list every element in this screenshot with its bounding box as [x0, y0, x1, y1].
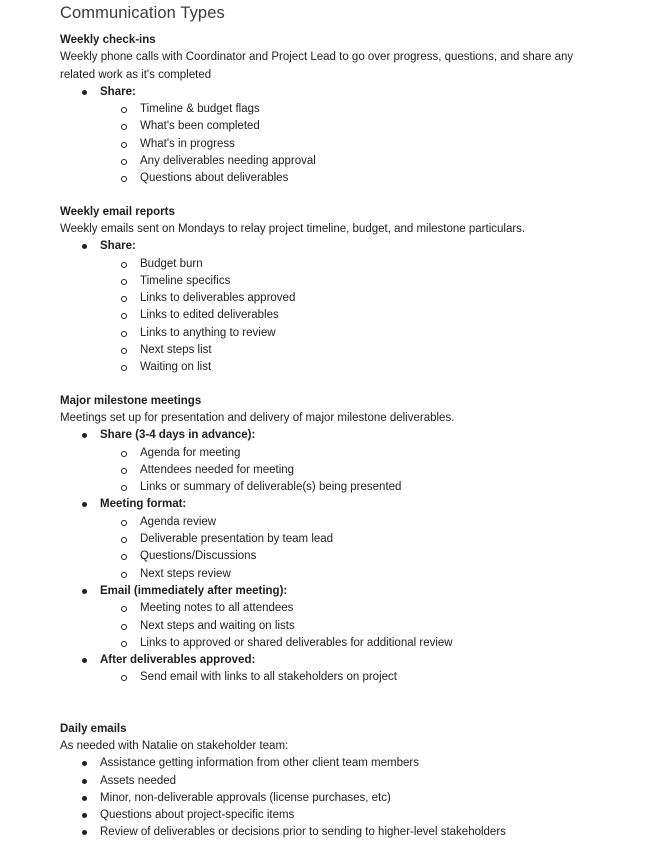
bullet-item [60, 153, 610, 170]
bullet-text: Share (3-4 days in advance): [100, 429, 256, 442]
bullet-circle-icon [121, 606, 127, 612]
bullet-disc-icon [82, 502, 87, 507]
bullet-text: Questions/Discussions [140, 550, 257, 563]
bullet-item [60, 342, 610, 359]
bullet-circle-icon [121, 624, 127, 630]
bullet-item [60, 256, 610, 273]
bullet-disc-icon [82, 796, 87, 801]
bullet-text: After deliverables approved: [100, 654, 256, 667]
bullet-text: Send email with links to all stakeholders on project [140, 671, 397, 684]
bullet-text: Links to approved or shared deliverables for additional review [140, 636, 453, 649]
bullet-text: Links to deliverables approved [140, 292, 296, 305]
bullet-item [60, 566, 610, 583]
bullet-text: Timeline specifics [140, 274, 231, 287]
bullet-item [60, 548, 610, 565]
bullet-item [60, 600, 610, 617]
bullet-circle-icon [121, 537, 127, 543]
bullet-disc-icon [82, 830, 87, 835]
bullet-circle-icon [121, 159, 127, 165]
bullet-item [60, 136, 610, 153]
bullet-disc-icon [82, 813, 87, 818]
bullet-item [60, 531, 610, 548]
bullet-circle-icon [121, 107, 127, 113]
section-heading: Weekly email reports [60, 205, 175, 218]
bullet-item [60, 427, 610, 444]
bullet-item [60, 462, 610, 479]
bullet-item [60, 273, 610, 290]
bullet-disc-icon [82, 90, 87, 95]
bullet-item [60, 170, 610, 187]
bullet-item [60, 790, 610, 807]
bullet-text: Email (immediately after meeting): [100, 584, 288, 597]
bullet-text: Links to anything to review [140, 326, 276, 339]
bullet-text: Questions about project-specific items [100, 809, 295, 822]
bullet-item [60, 635, 610, 652]
bullet-disc-icon [82, 761, 87, 766]
bullet-circle-icon [121, 554, 127, 560]
section-daily-emails [60, 721, 610, 842]
bullet-text: Links or summary of deliverable(s) being presented [140, 481, 402, 494]
section-heading: Major milestone meetings [60, 394, 202, 407]
bullet-text: Agenda review [140, 515, 217, 528]
bullet-item [60, 496, 610, 513]
bullet-text: Questions about deliverables [140, 172, 289, 185]
section-weekly-email-reports [60, 204, 610, 377]
bullet-item [60, 618, 610, 635]
bullet-circle-icon [121, 451, 127, 457]
bullet-item [60, 359, 610, 376]
bullet-text: Deliverable presentation by team lead [140, 533, 334, 546]
bullet-item [60, 84, 610, 101]
bullet-item [60, 669, 610, 686]
bullet-circle-icon [121, 520, 127, 526]
section-major-milestone-meetings [60, 393, 610, 687]
bullet-text: Next steps and waiting on lists [140, 619, 295, 632]
bullet-disc-icon [82, 244, 87, 249]
bullet-circle-icon [121, 331, 127, 337]
bullet-disc-icon [82, 433, 87, 438]
bullet-circle-icon [121, 365, 127, 371]
section-description: As needed with Natalie on stakeholder team: [60, 739, 289, 752]
bullet-circle-icon [121, 313, 127, 319]
bullet-item [60, 514, 610, 531]
bullet-text: Attendees needed for meeting [140, 463, 295, 476]
bullet-text: Assistance getting information from other client team members [100, 757, 419, 770]
bullet-item [60, 479, 610, 496]
bullet-item [60, 101, 610, 118]
bullet-item [60, 773, 610, 790]
bullet-circle-icon [121, 124, 127, 130]
bullet-text: Assets needed [100, 774, 177, 787]
bullet-text: Share: [100, 240, 136, 253]
bullet-text: What's in progress [140, 137, 235, 150]
bullet-circle-icon [121, 176, 127, 182]
bullet-circle-icon [121, 296, 127, 302]
bullet-text: Agenda for meeting [140, 446, 241, 459]
bullet-item [60, 583, 610, 600]
bullet-item [60, 307, 610, 324]
bullet-text: Meeting notes to all attendees [140, 602, 294, 615]
bullet-item [60, 755, 610, 772]
bullet-text: Budget burn [140, 257, 203, 270]
bullet-circle-icon [121, 348, 127, 354]
bullet-text: Any deliverables needing approval [140, 155, 316, 168]
bullet-disc-icon [82, 779, 87, 784]
bullet-text: Meeting format: [100, 498, 187, 511]
bullet-item [60, 118, 610, 135]
bullet-item [60, 290, 610, 307]
bullet-circle-icon [121, 468, 127, 474]
section-description: Weekly emails sent on Mondays to relay project timeline, budget, and milestone particulars. [60, 222, 526, 235]
bullet-item [60, 445, 610, 462]
bullet-item [60, 238, 610, 255]
bullet-text: What's been completed [140, 120, 260, 133]
bullet-circle-icon [121, 279, 127, 285]
bullet-text: Waiting on list [140, 361, 212, 374]
bullet-circle-icon [121, 142, 127, 148]
section-heading: Daily emails [60, 722, 127, 735]
bullet-item [60, 824, 610, 841]
bullet-item [60, 325, 610, 342]
page-title: Communication Types [60, 4, 225, 22]
section-description: Weekly phone calls with Coordinator and Project Lead to go over progress, questions, and share any related work as it's completed [60, 51, 574, 81]
bullet-text: Next steps list [140, 344, 212, 357]
bullet-disc-icon [82, 658, 87, 663]
bullet-text: Share: [100, 85, 136, 98]
bullet-circle-icon [121, 572, 127, 578]
bullet-circle-icon [121, 262, 127, 268]
bullet-item [60, 807, 610, 824]
bullet-circle-icon [121, 641, 127, 647]
bullet-text: Review of deliverables or decisions prior to sending to higher-level stakeholders [100, 826, 506, 839]
bullet-text: Links to edited deliverables [140, 309, 279, 322]
section-heading: Weekly check-ins [60, 34, 156, 46]
bullet-circle-icon [121, 675, 127, 681]
section-weekly-check-ins [60, 32, 610, 188]
bullet-item [60, 652, 610, 669]
bullet-disc-icon [82, 589, 87, 594]
bullet-circle-icon [121, 485, 127, 491]
bullet-text: Next steps review [140, 567, 231, 580]
bullet-text: Minor, non-deliverable approvals (license purchases, etc) [100, 791, 391, 804]
bullet-text: Timeline & budget flags [140, 103, 260, 116]
section-description: Meetings set up for presentation and delivery of major milestone deliverables. [60, 411, 455, 424]
